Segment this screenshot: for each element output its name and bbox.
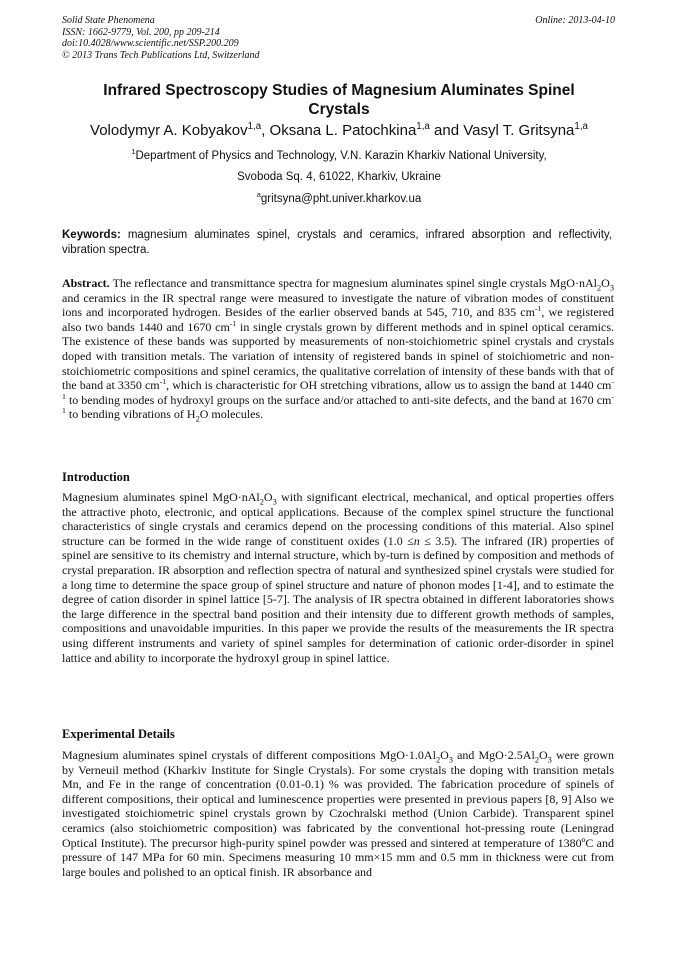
section-heading-introduction: Introduction: [62, 470, 130, 484]
author-3-affil: 1,a: [574, 121, 588, 132]
title-line-1: Infrared Spectroscopy Studies of Magnesium Aluminates Spinel: [103, 82, 575, 99]
email-mark: a: [256, 190, 261, 200]
keywords-text: magnesium aluminates spinel, crystals and ceramics, infrared absorption and reflectivity, vibration spectra.: [62, 229, 612, 256]
journal-header: [62, 15, 392, 61]
author-2: Oksana L. Patochkina: [269, 122, 417, 139]
contact-email: [60, 190, 618, 206]
issn-line: ISSN: 1662-9779, Vol. 200, pp 209-214: [62, 26, 220, 38]
online-date: Online: 2013-04-10: [535, 15, 615, 26]
introduction-paragraph: Magnesium aluminates spinel $MgO\cdot nAl_2O_3$ with significant electrical, mechanical, and optical properties offers the attractive photo, electronic, and optical applications. Because of the complex spinel structure the functional characteristics of single crystals and ceramics depend on the processing conditions of this material. Also spinel structure can be formed in the wide range of constituent oxides (1.0 ≤n ≤ 3.5). The infrared (IR) properties of spinel are sensitive to its chemistry and internal structure, which by-turn is defined by composition and methods of crystal preparation. IR absorption and reflection spectra of natural and synthesized spinel crystals were studied for a long time to determine the space group of spinel structure and nature of phonon modes [1-4], and to estimate the degree of cation disorder in spinel lattice [5-7]. The analysis of IR spectra obtained in different laboratories shows the large difference in the spectral band position and their intensity due to different growth methods of samples, compositions and unavoidable impurities. In this paper we provide the results of the measurements the IR spectra using different instruments and variety of spinel samples for determination of cationic order-disorder in spinel lattice and ability to incorporate the hydroxyl group in spinel lattice.: [62, 490, 615, 665]
keywords-label: Keywords:: [62, 229, 121, 241]
affiliation-line-1: $^1$Department of Physics and Technology, V.N. Karazin Kharkiv National University,: [131, 147, 547, 162]
section-heading-experimental: Experimental Details: [62, 727, 175, 741]
experimental-paragraph: Magnesium aluminates spinel crystals of different compositions $MgO\cdot 1.0Al_2O_3$ and $MgO\cdot 2.5Al_2O_3$ were grown by Verneuil method (Kharkiv Institute for Single Crystals). For some crystals the doping with transition metals Mn, and Fe in the range of concentration (0.01-0.1) % was provided. The fabrication procedure of spinels of different compositions, their optical and luminescence properties were presented in previous papers [8, 9] Also we investigated stoichiometric spinel crystals grown by Czochralski method (Union Carbide). Transparent spinel ceramics (also stoichiometric composition) was fabricated by the conventional hot-pressing route (Leningrad Optical Institute). The precursor high-purity spinel powder was pressed and sintered at temperature of 1380ºC and pressure of 147 MPa for 60 min. Specimens measuring 10 mm×15 mm and 0.5 mm in thickness were cut from large boules and polished to an optical finish. IR absorbance and: [62, 748, 614, 879]
title-line-2: Crystals: [308, 101, 370, 118]
author-list: [40, 122, 638, 140]
author-1: Volodymyr A. Kobyakov: [90, 122, 248, 139]
author-3: Vasyl T. Gritsyna: [463, 122, 575, 139]
author-1-affil: 1,a: [247, 121, 262, 132]
abstract-label: Abstract.: [62, 276, 110, 290]
email-address[interactable]: gritsyna@pht.univer.kharkov.ua: [260, 193, 422, 205]
paper-title: [70, 81, 608, 119]
copyright-line: © 2013 Trans Tech Publications Ltd, Switzerland: [62, 49, 260, 61]
affiliation-mark: 1: [131, 147, 136, 157]
abstract: Abstract. The reflectance and transmittance spectra for magnesium aluminates spinel single crystals $MgO\cdot nAl_2O_3$ and ceramics in the IR spectral range were measured to investigate the nature of vibration modes of constituent ions and incorporated hydrogen. Besides of the earlier observed bands at 545, 710, and 835 $cm^{-1}$, we registered also two bands 1440 and 1670 $cm^{-1}$ in single crystals grown by different methods and in spinel optical ceramics. The existence of these bands was supported by measurements of non-stoichiometric spinel crystals and crystals doped with transition metals. The variation of intensity of registered bands in spinel of stoichiometric and non-stoichiometric compositions and spinel ceramics, the qualitative correlation of intensity of these bands with that of the band at 3350 $cm^{-1}$, which is characteristic for OH stretching vibrations, allow us to assign the band at 1440 $cm^{-1}$ to bending modes of hydroxyl groups on the surface and/or attached to anti-site defects, and the band at 1670 $cm^{-1}$ to bending vibrations of $H_2O$ molecules.: [62, 276, 614, 424]
author-separator: and: [429, 122, 464, 139]
journal-name: Solid State Phenomena: [62, 15, 155, 26]
keywords: [62, 228, 612, 257]
author-separator: ,: [261, 122, 270, 139]
affiliation-line-2: Svoboda Sq. 4, 61022, Kharkiv, Ukraine: [237, 171, 441, 183]
doi-line: doi:10.4028/www.scientific.net/SSP.200.209: [62, 38, 239, 49]
author-2-affil: 1,a: [416, 121, 430, 132]
